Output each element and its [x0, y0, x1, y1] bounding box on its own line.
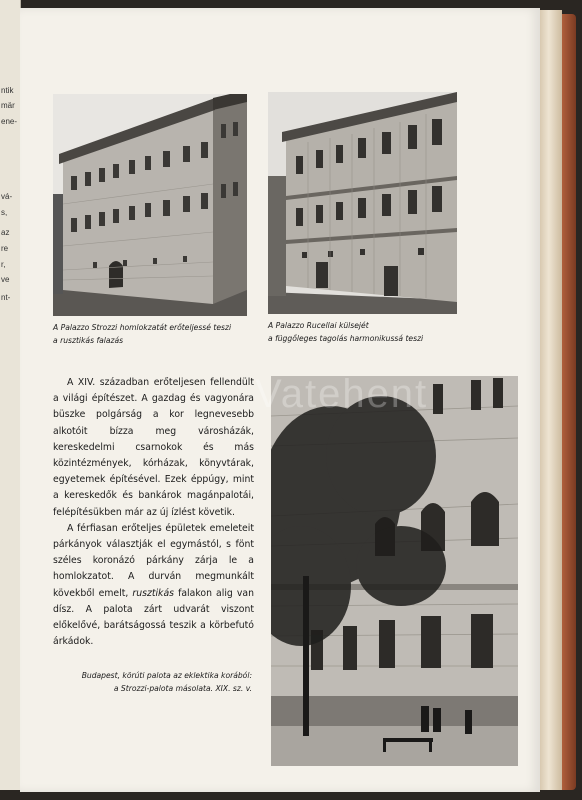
prev-page-fragment: ve — [1, 275, 10, 284]
caption-palazzo-strozzi: A Palazzo Strozzi homlokzatát erőteljessé teszi a rusztikás falazás — [53, 323, 232, 345]
prev-page-fragment: re — [1, 244, 9, 253]
article-text — [53, 375, 254, 650]
article-paragraph: A férfiasan erőteljes épületek emeleteit párkányok választják el egymástól, s fönt széles koronázó párkány zárja le a homlokzatot. A durván megmunkált kövekből emelt, rusztikás falakon alig van dísz. A palota zárt udvarát viszont előkelővé, barátságossá teszik a körbefutó árkádok. — [53, 522, 255, 648]
photo-palazzo-strozzi — [53, 94, 247, 316]
page-stack-edge — [540, 10, 562, 790]
prev-page-fragment: vá- — [1, 192, 13, 201]
article-paragraph: A XIV. században erőteljesen fellendült a világi építészet. A gazdag és vagyonára büszke polgárság a kor legnevesebb alkotóit bízza meg városházák, kereskedelmi csarnokok és más közintézmények, kórházak, könyvtárak, egyetemek építésével. Ezek éppúgy, mint a kereskedők és bankárok magánpalotái, felépítésükben már az új ízlést követik. — [53, 377, 254, 518]
prev-page-fragment: ene- — [1, 117, 18, 126]
caption-palazzo-rucellai: A Palazzo Rucellai külsejét a függőleges tagolás harmonikussá teszi — [268, 321, 424, 343]
prev-page-fragment: az — [1, 228, 10, 237]
prev-page-fragment: r, — [1, 260, 6, 269]
photo-budapest-palace — [271, 376, 518, 766]
watermark: Vatehent — [255, 372, 429, 416]
prev-page-fragment: ntik — [1, 86, 14, 95]
previous-page-edge — [0, 0, 21, 790]
prev-page-fragment: nt- — [1, 293, 11, 302]
prev-page-fragment: s, — [1, 208, 8, 217]
prev-page-fragment: mär — [1, 101, 15, 110]
photo-palazzo-rucellai — [268, 92, 457, 314]
caption-budapest-palace: Budapest, körúti palota az eklektika korából: a Strozzi-palota másolata. XIX. sz. v. — [81, 671, 252, 693]
